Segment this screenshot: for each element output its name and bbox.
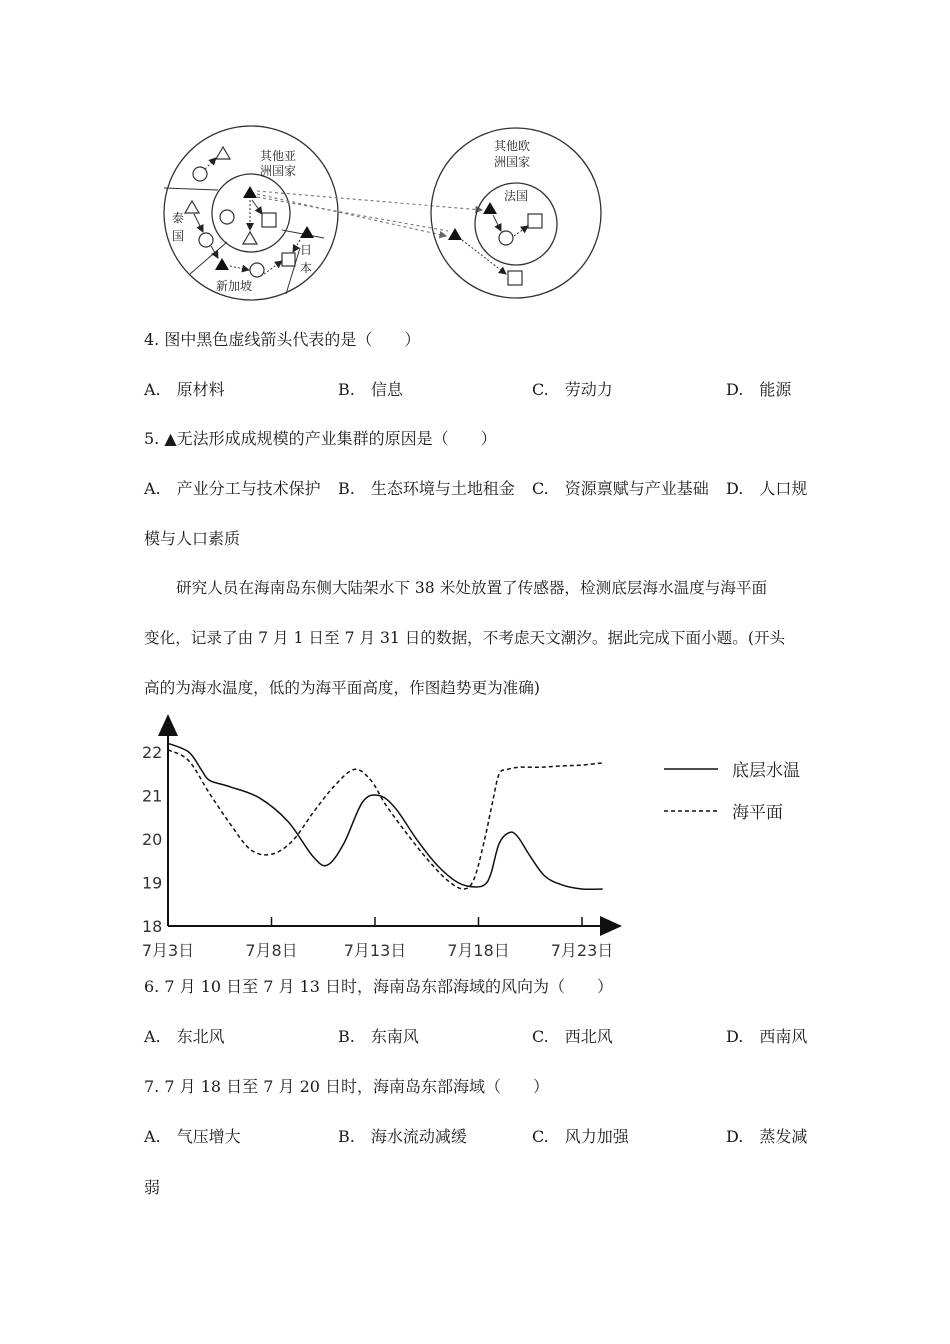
europe-outer-ring <box>431 128 601 298</box>
y-tick-label: 20 <box>142 830 163 849</box>
q5-option-b[interactable]: B. 生态环境与土地租金 <box>338 479 515 498</box>
y-tick-label: 22 <box>142 743 163 762</box>
hollow-triangle-icon <box>243 232 257 244</box>
square-icon <box>508 271 522 285</box>
q7-option-b[interactable]: B. 海水流动减缓 <box>338 1127 467 1146</box>
q7-option-d[interactable]: D. 蒸发减 <box>726 1127 808 1146</box>
label-thailand-1: 泰 <box>172 211 185 225</box>
legend-label: 底层水温 <box>732 761 800 781</box>
solid-triangle-icon <box>483 202 497 214</box>
q4-option-b[interactable]: B. 信息 <box>338 380 403 399</box>
q6-option-c[interactable]: C. 西北风 <box>532 1027 613 1046</box>
label-singapore: 新加坡 <box>216 279 253 293</box>
label-other-europe-1: 其他欧 <box>494 139 531 153</box>
label-other-asia-1: 其他亚 <box>260 149 297 163</box>
q5-option-c[interactable]: C. 资源禀赋与产业基础 <box>532 479 709 498</box>
label-thailand-2: 国 <box>172 229 185 243</box>
question-5-stem: 5. ▲无法形成成规模的产业集群的原因是（ ） <box>144 429 497 448</box>
hollow-triangle-icon <box>216 147 230 159</box>
solid-triangle-icon <box>215 258 229 270</box>
x-tick-label: 7月18日 <box>447 941 510 960</box>
hollow-triangle-icon <box>185 201 199 213</box>
passage-line-3: 高的为海水温度，低的为海平面高度，作图趋势更为准确) <box>144 679 540 697</box>
q5-option-d-wrap: 模与人口素质 <box>144 529 241 548</box>
q5-option-d[interactable]: D. 人口规 <box>726 479 808 498</box>
y-tick-label: 18 <box>142 917 163 936</box>
x-tick-label: 7月13日 <box>343 941 407 960</box>
square-icon <box>528 214 542 228</box>
q4-option-d[interactable]: D. 能源 <box>726 380 792 399</box>
circle-icon <box>193 167 207 181</box>
circle-icon <box>199 233 213 247</box>
q6-option-d[interactable]: D. 西南风 <box>726 1027 808 1046</box>
solid-triangle-icon <box>300 226 314 238</box>
legend-label: 海平面 <box>732 803 783 823</box>
x-tick-label: 7月3日 <box>141 941 195 960</box>
label-france: 法国 <box>504 189 529 203</box>
solid-triangle-icon <box>243 186 257 198</box>
label-japan-1: 日 <box>300 243 313 257</box>
temperature-sea-level-chart <box>130 710 830 970</box>
question-7-stem: 7. 7 月 18 日至 7 月 20 日时，海南岛东部海域（ ） <box>144 1077 550 1096</box>
asia-divider <box>164 188 218 190</box>
x-tick-label: 7月23日 <box>550 941 614 960</box>
asia-divider <box>286 248 300 294</box>
solid-triangle-icon <box>448 228 462 240</box>
x-tick-label: 7月8日 <box>245 941 298 960</box>
label-japan-2: 本 <box>300 261 313 275</box>
passage-line-2: 变化，记录了由 7 月 1 日至 7 月 31 日的数据，不考虑天文潮汐。据此完成下面小题。(开头 <box>144 629 786 647</box>
series-line-1 <box>168 743 603 889</box>
label-other-europe-2: 洲国家 <box>494 155 531 169</box>
industry-flow-diagram <box>150 118 610 308</box>
q6-option-b[interactable]: B. 东南风 <box>338 1027 419 1046</box>
q6-option-a[interactable]: A. 东北风 <box>144 1027 225 1046</box>
asia-core-circle <box>212 174 290 252</box>
q7-option-d-wrap: 弱 <box>144 1178 161 1197</box>
circle-icon <box>499 231 513 245</box>
question-6-stem: 6. 7 月 10 日至 7 月 13 日时，海南岛东部海域的风向为（ ） <box>144 977 614 996</box>
passage-line-1: 研究人员在海南岛东侧大陆架水下 38 米处放置了传感器，检测底层海水温度与海平面 <box>176 579 768 597</box>
q7-option-a[interactable]: A. 气压增大 <box>144 1127 241 1146</box>
square-icon <box>262 213 276 227</box>
square-icon <box>282 253 295 266</box>
y-tick-label: 19 <box>142 873 163 893</box>
q5-option-a[interactable]: A. 产业分工与技术保护 <box>144 479 321 498</box>
y-tick-label: 21 <box>142 786 163 806</box>
q4-option-c[interactable]: C. 劳动力 <box>532 380 613 399</box>
q7-option-c[interactable]: C. 风力加强 <box>532 1127 629 1146</box>
circle-icon <box>220 210 234 224</box>
circle-icon <box>250 263 264 277</box>
question-4-stem: 4. 图中黑色虚线箭头代表的是（ ） <box>144 330 421 349</box>
label-other-asia-2: 洲国家 <box>260 164 297 178</box>
q4-option-a[interactable]: A. 原材料 <box>144 380 225 399</box>
